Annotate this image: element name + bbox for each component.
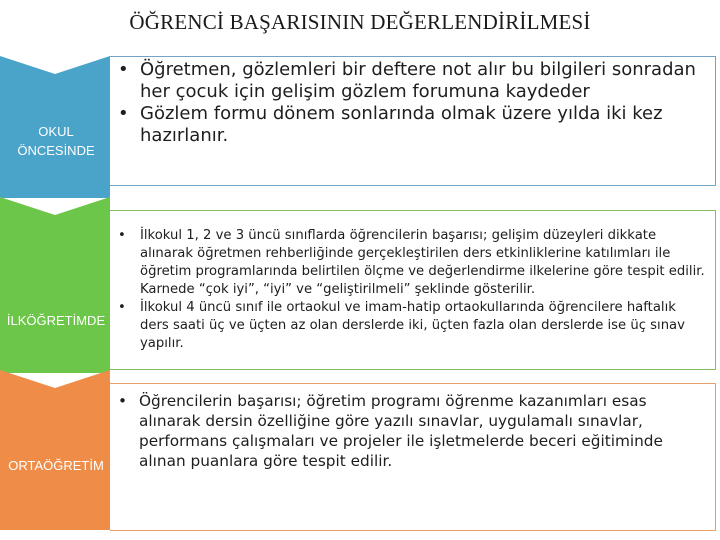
label-line: İLKÖĞRETİMDE [6,313,106,328]
bullet-item: • Gözlem formu dönem sonlarında olmak üzere yılda iki kez hazırlanır. [110,103,711,147]
chevron-secondary [0,370,110,530]
bullet-item: • Öğretmen, gözlemleri bir deftere not alır bu bilgileri sonradan her çocuk için gelişim gözlem forumuna kaydeder [110,59,711,103]
chevron-label [0,311,112,330]
content-box-secondary [110,383,716,531]
label-line: ÖNCESİNDE [17,143,95,158]
chevron-label [0,122,112,160]
chevron-primary [0,197,110,373]
bullet-item: • Öğrencilerin başarısı; öğretim programı öğrenme kazanımları esas alınarak dersin özelliğine göre yazılı sınavlar, uygulamalı sınavlar, performans çalışmaları ve projeler ile işletmelerde beceri eğitiminde alınan puanlara göre tespit edilir. [110,391,709,471]
content-box-preschool [110,56,716,186]
content-box-primary [110,210,716,370]
label-line: ORTAÖĞRETİM [8,458,104,473]
chevron-fill [0,197,110,373]
chevron-shape [0,197,110,373]
label-line: OKUL [38,124,74,139]
chevron-fill [0,370,110,530]
chevron-preschool [0,56,110,198]
page-title: ÖĞRENCİ BAŞARISININ DEĞERLENDİRİLMESİ [129,10,591,34]
bullet-item: • İlkokul 4 üncü sınıf ile ortaokul ve imam-hatip ortaokullarında öğrencilere haftalık ders saati üç ve üçten az olan derslerde iki, üçten fazla olan derslerde ise üç sınav yapılır. [110,299,707,353]
chevron-shape [0,370,110,530]
bullet-item: • İlkokul 1, 2 ve 3 üncü sınıflarda öğrencilerin başarısı; gelişim düzeyleri dikkate alınarak öğretmen rehberliğinde gerçekleştirilen ders etkinliklerine katılımları ile öğretim programlarında belirtilen ölçme ve değerlendirme ilkelerine göre tespit edilir. Karnede “çok iyi”, “iyi” ve “geliştirilmeli” şeklinde gösterilir. [110,227,707,299]
chevron-label [0,456,112,475]
